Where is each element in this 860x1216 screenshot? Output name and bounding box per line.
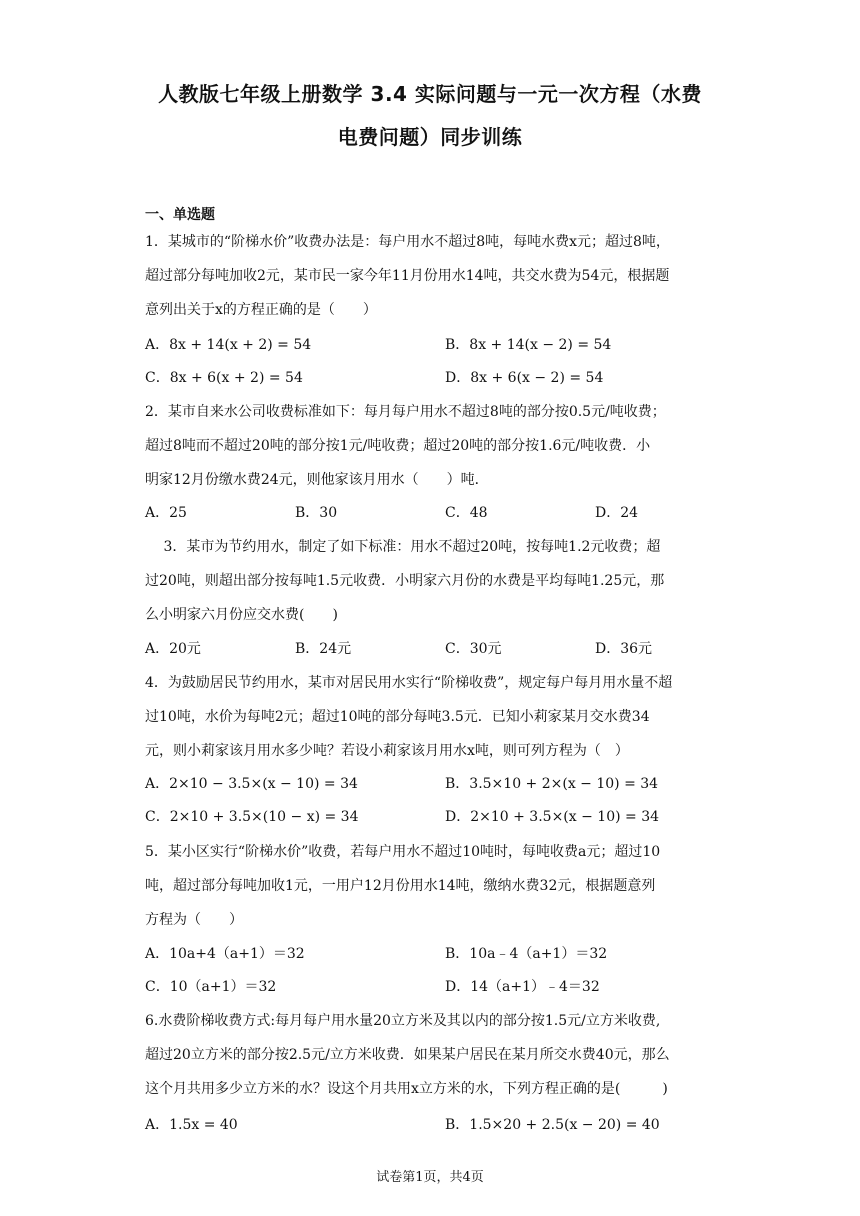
question-4-line-1: 4．为鼓励居民节约用水，某市对居民用水实行“阶梯收费”，规定每户每月用水量不超: [145, 675, 673, 691]
question-5-option-c: C．10（a+1）＝32: [145, 979, 277, 995]
question-4-option-d: D．2×10 + 3.5×(x − 10) = 34: [445, 809, 660, 825]
question-4-option-c: C．2×10 + 3.5×(10 − x) = 34: [145, 809, 359, 825]
question-6-line-1: 6.水费阶梯收费方式:每月每户用水量20立方米及其以内的部分按1.5元/立方米收费,: [145, 1013, 661, 1029]
question-3-option-d: D．36元: [595, 641, 653, 657]
question-1-option-d: D．8x + 6(x − 2) = 54: [445, 370, 604, 386]
question-4-line-3: 元，则小莉家该月用水多少吨？若设小莉家该月用水x吨，则可列方程为（ ）: [145, 743, 629, 759]
document-title-line1: 人教版七年级上册数学 3.4 实际问题与一元一次方程（水费: [158, 82, 702, 106]
question-2-option-a: A．25: [145, 505, 187, 521]
question-1-line-1: 1．某城市的“阶梯水价”收费办法是：每户用水不超过8吨，每吨水费x元；超过8吨，: [145, 234, 670, 250]
question-5-option-a: A．10a+4（a+1）＝32: [145, 946, 305, 962]
question-3-option-a: A．20元: [145, 641, 201, 657]
question-5-option-d: D．14（a+1）﹣4＝32: [445, 979, 600, 995]
question-1-option-a: A．8x + 14(x + 2) = 54: [145, 337, 312, 353]
question-3-option-b: B．24元: [295, 641, 352, 657]
question-3-line-1: 3．某市为节约用水，制定了如下标准：用水不超过20吨，按每吨1.2元收费；超: [145, 539, 661, 555]
question-3-option-c: C．30元: [445, 641, 502, 657]
question-4-option-a: A．2×10 − 3.5×(x − 10) = 34: [145, 776, 358, 792]
document-title-line2: 电费问题）同步训练: [337, 125, 523, 149]
question-6-option-b: B．1.5×20 + 2.5(x − 20) = 40: [445, 1117, 660, 1133]
page-footer: 试卷第1页，共4页: [376, 1170, 484, 1185]
question-1-option-b: B．8x + 14(x − 2) = 54: [445, 337, 612, 353]
question-5-line-1: 5．某小区实行“阶梯水价”收费，若每户用水不超过10吨时，每吨收费a元；超过10: [145, 844, 661, 860]
question-5-option-b: B．10a﹣4（a+1）＝32: [445, 946, 608, 962]
question-1-line-3: 意列出关于x的方程正确的是（ ）: [145, 302, 377, 318]
question-3-line-3: 么小明家六月份应交水费( ): [145, 607, 338, 623]
question-2-line-3: 明家12月份缴水费24元，则他家该月用水（ ）吨．: [145, 472, 489, 488]
section-heading: 一、单选题: [145, 207, 215, 223]
question-6-line-2: 超过20立方米的部分按2.5元/立方米收费．如果某户居民在某月所交水费40元，那么: [145, 1047, 670, 1063]
question-2-option-d: D．24: [595, 505, 639, 521]
question-1-line-2: 超过部分每吨加收2元，某市民一家今年11月份用水14吨，共交水费为54元，根据题: [145, 268, 670, 284]
question-3-line-2: 过20吨，则超出部分按每吨1.5元收费．小明家六月份的水费是平均每吨1.25元，那: [145, 573, 665, 589]
question-4-line-2: 过10吨，水价为每吨2元；超过10吨的部分每吨3.5元．已知小莉家某月交水费34: [145, 709, 650, 725]
question-5-line-3: 方程为（ ）: [145, 912, 243, 928]
question-6-line-3: 这个月共用多少立方米的水？设这个月共用x立方米的水，下列方程正确的是( ): [145, 1081, 668, 1097]
question-2-option-c: C．48: [445, 505, 488, 521]
question-2-option-b: B．30: [295, 505, 338, 521]
question-2-line-2: 超过8吨而不超过20吨的部分按1元/吨收费；超过20吨的部分按1.6元/吨收费．小: [145, 438, 651, 454]
question-2-line-1: 2．某市自来水公司收费标准如下：每月每户用水不超过8吨的部分按0.5元/吨收费；: [145, 404, 666, 420]
question-5-line-2: 吨，超过部分每吨加收1元，一用户12月份用水14吨，缴纳水费32元，根据题意列: [145, 878, 656, 894]
question-6-option-a: A．1.5x = 40: [145, 1117, 238, 1133]
question-1-option-c: C．8x + 6(x + 2) = 54: [145, 370, 303, 386]
question-4-option-b: B．3.5×10 + 2×(x − 10) = 34: [445, 776, 659, 792]
